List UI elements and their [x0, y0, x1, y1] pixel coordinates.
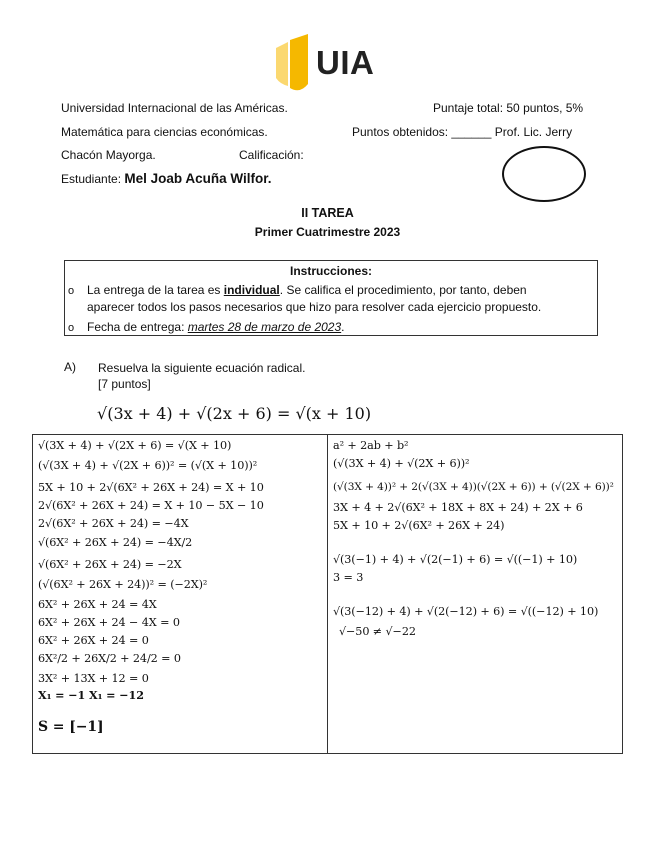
individual-emphasis: individual: [223, 283, 280, 297]
right-check-2-result: √−50 ≠ √−22: [339, 625, 416, 638]
university-name: Universidad Internacional de las Américas.: [61, 101, 288, 115]
right-step-3: (√(3X + 4))² + 2(√(3X + 4))(√(2X + 6)) + (√(2X + 6))²: [333, 481, 614, 493]
right-check-2: √(3(−12) + 4) + √(2(−12) + 6) = √((−12) + 10): [333, 605, 599, 618]
right-step-5: 5X + 10 + 2√(6X² + 26X + 24): [333, 519, 505, 532]
course-name: Matemática para ciencias económicas.: [61, 125, 268, 139]
student-name: Mel Joab Acuña Wilfor.: [124, 171, 272, 186]
logo-mark-light: [276, 42, 288, 86]
instructions-title: Instrucciones:: [289, 264, 373, 278]
grade-oval: [502, 146, 586, 202]
left-step-13: 3X² + 13X + 12 = 0: [38, 672, 149, 685]
main-equation: √(3x + 4) + √(2x + 6) = √(x + 10): [97, 404, 372, 423]
logo-mark-dark: [290, 34, 308, 90]
instruction-1: La entrega de la tarea es individual. Se califica el procedimiento, por tanto, deben aparecer todos los pasos necesarios que hizo para resolver cada ejercicio propuesto.: [87, 283, 542, 314]
instructions-box: [64, 260, 598, 336]
right-step-2: (√(3X + 4) + √(2X + 6))²: [333, 457, 470, 470]
left-step-4: 2√(6X² + 26X + 24) = X + 10 − 5X − 10: [38, 499, 264, 512]
left-step-9: 6X² + 26X + 24 = 4X: [38, 598, 157, 611]
left-step-1: √(3X + 4) + √(2X + 6) = √(X + 10): [38, 439, 232, 452]
assignment-title: II TAREA: [301, 206, 354, 220]
total-score: Puntaje total: 50 puntos, 5%: [433, 101, 584, 115]
section-a-prompt: Resuelva la siguiente ecuación radical. [7 puntos]: [98, 361, 306, 391]
right-step-4: 3X + 4 + 2√(6X² + 18X + 8X + 24) + 2X + 6: [333, 501, 583, 514]
left-step-11: 6X² + 26X + 24 = 0: [38, 634, 149, 647]
bullet-2: o: [68, 322, 75, 334]
left-step-7: √(6X² + 26X + 24) = −2X: [38, 558, 182, 571]
left-roots: X₁ = −1 X₁ = −12: [38, 688, 144, 702]
solution-table: [32, 434, 623, 754]
left-step-2: (√(3X + 4) + √(2X + 6))² = (√(X + 10))²: [38, 459, 258, 472]
left-step-8: (√(6X² + 26X + 24))² = (−2X)²: [38, 578, 208, 591]
points-obtained: Puntos obtenidos: ______ Prof. Lic. Jerry: [352, 125, 573, 139]
term-title: Primer Cuatrimestre 2023: [254, 225, 401, 239]
section-a-points: [7 puntos]: [98, 377, 151, 391]
logo-text: UIA: [316, 44, 375, 81]
right-check-1-result: 3 = 3: [333, 571, 364, 584]
left-step-3: 5X + 10 + 2√(6X² + 26X + 24) = X + 10: [38, 481, 264, 494]
left-step-6: √(6X² + 26X + 24) = −4X/2: [38, 536, 193, 549]
instruction-2: Fecha de entrega: martes 28 de marzo de 2023.: [87, 320, 345, 334]
professor-surname: Chacón Mayorga.: [61, 148, 156, 162]
left-step-10: 6X² + 26X + 24 − 4X = 0: [38, 616, 180, 629]
table-divider: [327, 435, 328, 753]
right-step-1: a² + 2ab + b²: [333, 439, 409, 452]
solution-set: S = [−1]: [38, 719, 104, 735]
section-a-label: A): [64, 360, 76, 374]
left-step-5: 2√(6X² + 26X + 24) = −4X: [38, 517, 189, 530]
right-check-1: √(3(−1) + 4) + √(2(−1) + 6) = √((−1) + 10): [333, 553, 578, 566]
grade-label: Calificación:: [239, 148, 304, 162]
student-line: [61, 171, 272, 186]
student-label: Estudiante:: [61, 172, 122, 186]
bullet-1: o: [68, 285, 75, 297]
left-step-12: 6X²/2 + 26X/2 + 24/2 = 0: [38, 652, 181, 665]
due-date: martes 28 de marzo de 2023: [187, 320, 342, 334]
